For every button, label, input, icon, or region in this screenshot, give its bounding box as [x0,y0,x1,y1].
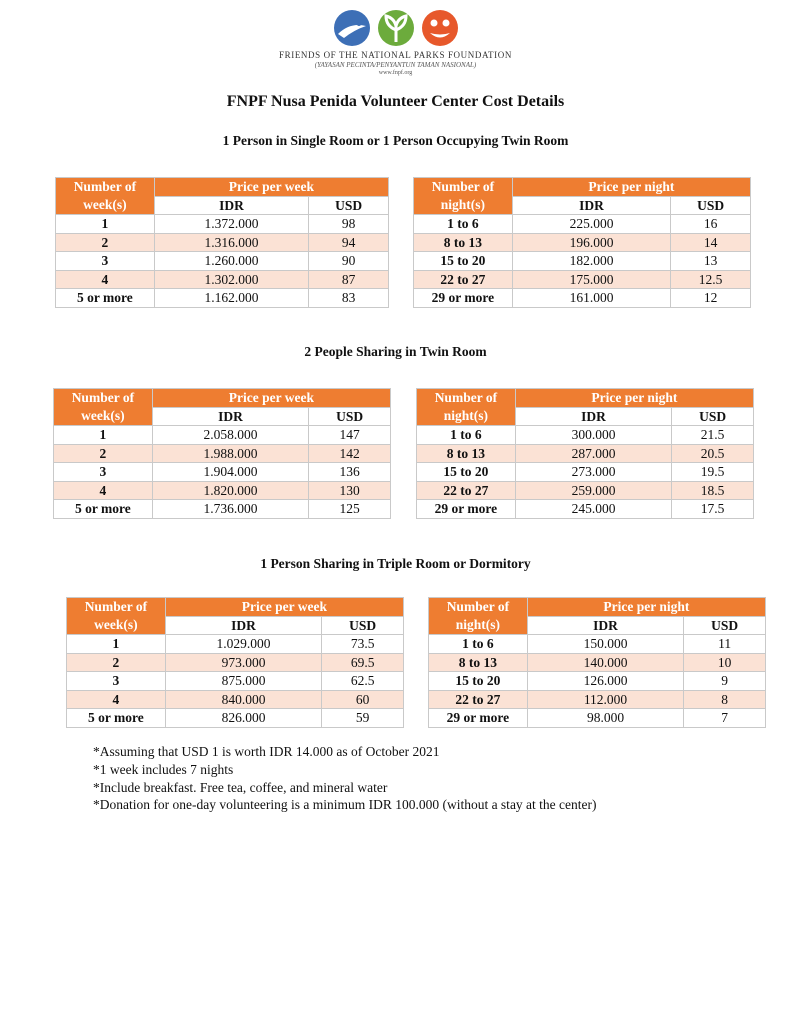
idr-cell: 1.904.000 [152,463,309,482]
idr-cell: 1.162.000 [154,289,309,308]
weeks-cell: 5 or more [56,289,155,308]
nights-cell: 29 or more [417,500,516,519]
usd-cell: 73.5 [322,635,404,654]
nights-cell: 8 to 13 [417,444,516,463]
table-row [417,444,754,463]
weeks-cell: 4 [67,690,166,709]
table-row [417,481,754,500]
usd-cell: 18.5 [672,481,754,500]
usd-cell: 13 [671,252,751,271]
usd-cell: 9 [684,672,766,691]
idr-cell: 112.000 [527,690,683,709]
usd-cell: 90 [309,252,389,271]
usd-cell: 7 [684,709,766,728]
nights-cell: 22 to 27 [417,481,516,500]
usd-cell: 19.5 [672,463,754,482]
nights-cell: 22 to 27 [414,270,513,289]
table-row [429,672,766,691]
nightly-price-table [428,597,766,728]
table-row [54,500,391,519]
price-night-header: Price per night [527,598,765,617]
table-row [414,233,751,252]
idr-cell: 126.000 [527,672,683,691]
nights-cell: 15 to 20 [429,672,528,691]
table-row [56,252,389,271]
section-heading: 2 People Sharing in Twin Room [304,344,487,359]
idr-cell: 2.058.000 [152,426,309,445]
usd-header: USD [671,196,751,215]
idr-header: IDR [152,407,309,426]
price-night-header: Price per night [515,389,753,408]
usd-header: USD [309,196,389,215]
weeks-cell: 1 [54,426,153,445]
note-donation: *Donation for one-day volunteering is a minimum IDR 100.000 (without a stay at the center) [93,797,597,813]
weeks-cell: 5 or more [54,500,153,519]
idr-cell: 1.260.000 [154,252,309,271]
usd-cell: 125 [309,500,391,519]
usd-cell: 62.5 [322,672,404,691]
usd-header: USD [672,407,754,426]
weeks-header: Number of week(s) [56,178,155,215]
weeks-header: Number of week(s) [54,389,153,426]
idr-header: IDR [154,196,309,215]
idr-cell: 1.029.000 [165,635,322,654]
table-row [54,426,391,445]
weeks-cell: 1 [56,215,155,234]
idr-cell: 98.000 [527,709,683,728]
table-row [67,709,404,728]
note-breakfast: *Include breakfast. Free tea, coffee, and mineral water [93,779,388,795]
table-row [417,500,754,519]
usd-cell: 59 [322,709,404,728]
idr-header: IDR [527,616,683,635]
idr-cell: 300.000 [515,426,671,445]
table-row [67,672,404,691]
usd-cell: 14 [671,233,751,252]
note-week-nights: *1 week includes 7 nights [93,761,234,777]
nights-header: Number of night(s) [417,389,516,426]
idr-cell: 1.736.000 [152,500,309,519]
idr-cell: 161.000 [512,289,670,308]
idr-cell: 1.302.000 [154,270,309,289]
usd-cell: 136 [309,463,391,482]
section-heading: 1 Person in Single Room or 1 Person Occupying Twin Room [222,133,569,148]
table-row [56,289,389,308]
usd-cell: 83 [309,289,389,308]
usd-cell: 60 [322,690,404,709]
idr-header: IDR [515,407,671,426]
nights-cell: 22 to 27 [429,690,528,709]
idr-cell: 196.000 [512,233,670,252]
weeks-cell: 4 [54,481,153,500]
table-row [429,709,766,728]
weeks-cell: 2 [56,233,155,252]
usd-cell: 147 [309,426,391,445]
weeks-cell: 1 [67,635,166,654]
table-row [414,270,751,289]
table-row [414,289,751,308]
usd-cell: 69.5 [322,653,404,672]
idr-cell: 973.000 [165,653,322,672]
usd-cell: 12.5 [671,270,751,289]
price-week-header: Price per week [165,598,403,617]
nights-cell: 1 to 6 [414,215,513,234]
price-week-header: Price per week [152,389,390,408]
idr-cell: 259.000 [515,481,671,500]
idr-header: IDR [165,616,322,635]
usd-cell: 142 [309,444,391,463]
weeks-cell: 2 [67,653,166,672]
idr-cell: 175.000 [512,270,670,289]
weeks-header: Number of week(s) [67,598,166,635]
weeks-cell: 5 or more [67,709,166,728]
usd-header: USD [684,616,766,635]
nights-cell: 29 or more [429,709,528,728]
table-row [54,463,391,482]
weeks-cell: 3 [56,252,155,271]
idr-header: IDR [512,196,670,215]
table-row [67,690,404,709]
usd-cell: 11 [684,635,766,654]
usd-cell: 17.5 [672,500,754,519]
weeks-cell: 4 [56,270,155,289]
table-row [56,215,389,234]
footnotes [93,743,597,814]
idr-cell: 245.000 [515,500,671,519]
table-row [429,635,766,654]
orangutan-icon [420,8,460,48]
table-row [414,215,751,234]
usd-cell: 8 [684,690,766,709]
nights-header: Number of night(s) [414,178,513,215]
idr-cell: 1.372.000 [154,215,309,234]
table-row [56,270,389,289]
table-row [54,444,391,463]
nightly-price-table [416,388,754,519]
idr-cell: 182.000 [512,252,670,271]
nightly-price-table [413,177,751,308]
org-subtitle: (YAYASAN PECINTA/PENYANTUN TAMAN NASIONAL) [314,61,477,69]
idr-cell: 840.000 [165,690,322,709]
weeks-cell: 3 [54,463,153,482]
weekly-price-table [66,597,404,728]
idr-cell: 1.820.000 [152,481,309,500]
idr-cell: 826.000 [165,709,322,728]
weekly-price-table [53,388,391,519]
nights-cell: 8 to 13 [429,653,528,672]
usd-cell: 20.5 [672,444,754,463]
weeks-cell: 2 [54,444,153,463]
nights-header: Number of night(s) [429,598,528,635]
idr-cell: 150.000 [527,635,683,654]
nights-cell: 29 or more [414,289,513,308]
nights-cell: 15 to 20 [417,463,516,482]
usd-cell: 130 [309,481,391,500]
weekly-price-table [55,177,389,308]
idr-cell: 1.988.000 [152,444,309,463]
weeks-cell: 3 [67,672,166,691]
note-exchange-rate: *Assuming that USD 1 is worth IDR 14.000 as of October 2021 [93,744,440,759]
usd-cell: 98 [309,215,389,234]
idr-cell: 225.000 [512,215,670,234]
bird-icon [332,8,372,48]
fnpf-logo [0,8,791,76]
nights-cell: 1 to 6 [417,426,516,445]
usd-cell: 87 [309,270,389,289]
nights-cell: 15 to 20 [414,252,513,271]
idr-cell: 875.000 [165,672,322,691]
usd-cell: 16 [671,215,751,234]
idr-cell: 287.000 [515,444,671,463]
nights-cell: 8 to 13 [414,233,513,252]
table-row [429,653,766,672]
price-week-header: Price per week [154,178,388,197]
page-title: FNPF Nusa Penida Volunteer Center Cost Details [226,93,565,110]
usd-cell: 21.5 [672,426,754,445]
section-heading: 1 Person Sharing in Triple Room or Dormitory [260,556,531,571]
logo-icons [0,8,791,48]
usd-cell: 10 [684,653,766,672]
idr-cell: 1.316.000 [154,233,309,252]
plant-icon [376,8,416,48]
table-row [67,653,404,672]
org-url: www.fnpf.org [378,70,413,76]
usd-header: USD [322,616,404,635]
table-row [414,252,751,271]
table-row [56,233,389,252]
idr-cell: 140.000 [527,653,683,672]
idr-cell: 273.000 [515,463,671,482]
price-night-header: Price per night [512,178,750,197]
table-row [67,635,404,654]
usd-header: USD [309,407,391,426]
usd-cell: 94 [309,233,389,252]
table-row [417,463,754,482]
table-row [54,481,391,500]
nights-cell: 1 to 6 [429,635,528,654]
table-row [417,426,754,445]
org-name: FRIENDS OF THE NATIONAL PARKS FOUNDATION [279,50,512,60]
table-row [429,690,766,709]
usd-cell: 12 [671,289,751,308]
